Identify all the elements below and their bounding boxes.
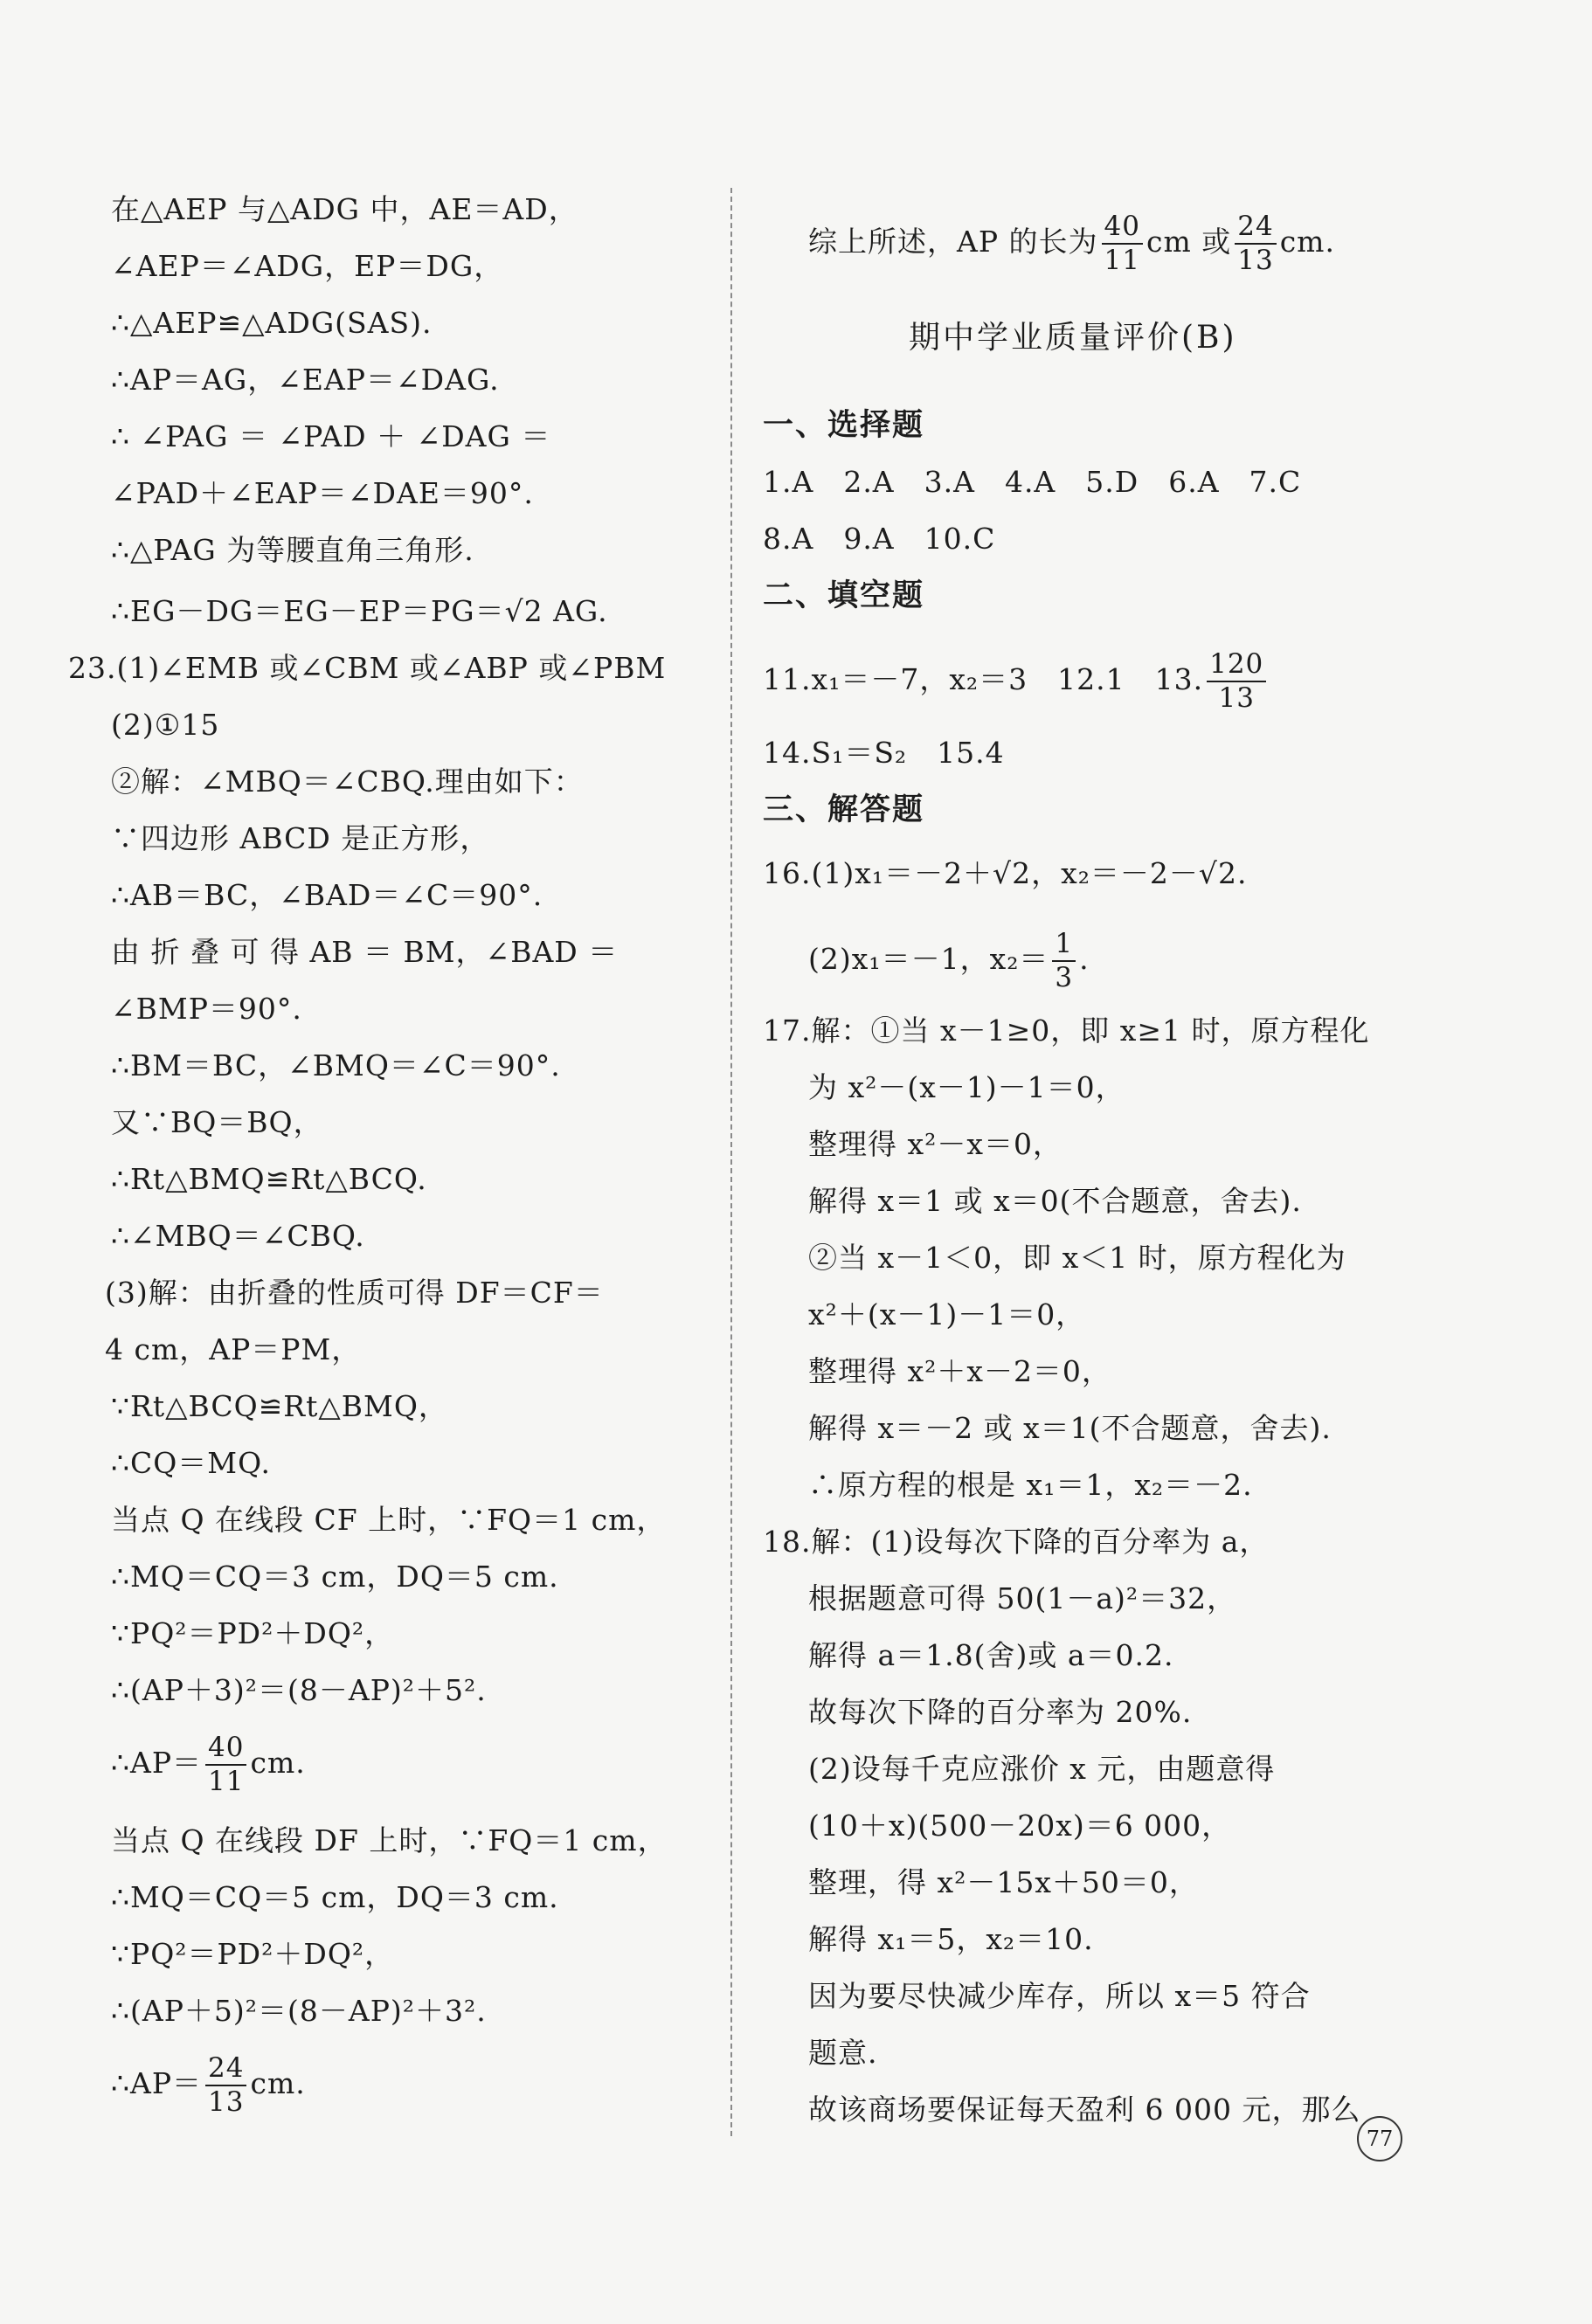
text-line: ②解：∠MBQ＝∠CBQ.理由如下： [111, 764, 584, 799]
text-line: ∴MQ＝CQ＝3 cm，DQ＝5 cm. [111, 1560, 559, 1594]
question-17-line: 17.解：①当 x－1≥0，即 x≥1 时，原方程化 [763, 1013, 1370, 1048]
question-16-part1: 16.(1)x₁＝－2＋√2，x₂＝－2－√2. [763, 856, 1248, 890]
ap-prefix: ∴AP＝ [111, 1746, 203, 1780]
text-line: ∴∠MBQ＝∠CBQ. [111, 1219, 365, 1253]
text-line: 解得 x＝1 或 x＝0(不合题意，舍去). [808, 1184, 1302, 1218]
text-line: 根据题意可得 50(1－a)²＝32， [808, 1581, 1237, 1615]
column-divider [730, 188, 732, 2136]
text-line: 题意. [808, 2036, 878, 2070]
text-line: (2)设每千克应涨价 x 元，由题意得 [808, 1752, 1276, 1786]
question-18-line: 18.解：(1)设每次下降的百分率为 a， [763, 1525, 1270, 1559]
fraction [1207, 648, 1266, 714]
text-line: ∴原方程的根是 x₁＝1，x₂＝－2. [808, 1468, 1253, 1502]
section-heading: 一、选择题 [763, 407, 925, 443]
text-line: 整理得 x²＋x－2＝0， [808, 1354, 1111, 1388]
text-line: x²＋(x－1)－1＝0， [808, 1297, 1086, 1331]
text-line: 当点 Q 在线段 DF 上时，∵FQ＝1 cm， [111, 1823, 668, 1857]
denominator: 11 [1104, 245, 1140, 276]
text-line: 故该商场要保证每天盈利 6 000 元，那么 [808, 2092, 1361, 2127]
text-line: 整理得 x²－x＝0， [808, 1127, 1062, 1161]
text-line: ∴EG－DG＝EG－EP＝PG＝√2 AG. [111, 594, 608, 628]
ap-result-line-2 [111, 2052, 306, 2118]
section-heading: 二、填空题 [763, 578, 925, 613]
summary-line [808, 213, 1335, 274]
text-line: 解得 x₁＝5，x₂＝10. [808, 1922, 1094, 1956]
text-line: 4 cm，AP＝PM， [105, 1332, 362, 1366]
ap-prefix: ∴AP＝ [111, 2066, 203, 2100]
text-line: ∴△AEP≌△ADG(SAS). [111, 306, 433, 340]
text-line: ∴(AP＋5)²＝(8－AP)²＋3². [111, 1994, 487, 2028]
question-16-part2 [808, 930, 1090, 992]
text-line: ∵PQ²＝PD²＋DQ²， [111, 1937, 395, 1971]
fraction [205, 1734, 246, 1795]
page-number: 77 [1357, 2116, 1402, 2161]
numerator: 120 [1207, 651, 1266, 682]
fraction [205, 2052, 246, 2118]
text-line: 整理，得 x²－15x＋50＝0， [808, 1865, 1199, 1899]
fill-answers: 14.S₁＝S₂ 15.4 [763, 736, 1005, 770]
text-line: 为 x²－(x－1)－1＝0， [808, 1070, 1125, 1104]
text-line: ∵PQ²＝PD²＋DQ²， [111, 1616, 395, 1650]
text-line: ∴CQ＝MQ. [111, 1446, 271, 1480]
text-line: ∴AB＝BC，∠BAD＝∠C＝90°. [111, 878, 543, 912]
text-line: (2)①15 [111, 708, 220, 742]
numerator: 40 [205, 1734, 246, 1766]
text-line: (10＋x)(500－20x)＝6 000， [808, 1809, 1232, 1843]
text-line: ∠BMP＝90°. [111, 992, 302, 1026]
text-line: ②当 x－1＜0，即 x＜1 时，原方程化为 [808, 1241, 1346, 1275]
text-line: ∵四边形 ABCD 是正方形， [111, 821, 490, 855]
text-line: ∠PAD＋∠EAP＝∠DAE＝90°. [111, 476, 534, 510]
unit: cm. [250, 2066, 306, 2100]
numerator: 24 [1235, 213, 1276, 245]
text-line: 由 折 叠 可 得 AB ＝ BM，∠BAD ＝ [111, 935, 619, 969]
text-line: 在△AEP 与△ADG 中，AE＝AD， [111, 192, 578, 226]
denominator: 13 [208, 2086, 245, 2118]
section-heading: 三、解答题 [763, 792, 925, 827]
text-line: ∵Rt△BCQ≌Rt△BMQ， [111, 1389, 448, 1423]
text-line: 故每次下降的百分率为 20%. [808, 1695, 1193, 1729]
fraction [1052, 930, 1076, 992]
text-line: 当点 Q 在线段 CF 上时，∵FQ＝1 cm， [111, 1503, 667, 1537]
text-line: 又∵BQ＝BQ， [111, 1105, 323, 1139]
denominator: 13 [1237, 245, 1274, 276]
question-23-part1: 23.(1)∠EMB 或∠CBM 或∠ABP 或∠PBM [68, 651, 667, 685]
text-line: 解得 x＝－2 或 x＝1(不合题意，舍去). [808, 1411, 1332, 1445]
numerator: 24 [205, 2055, 246, 2086]
text-line: ∴Rt△BMQ≌Rt△BCQ. [111, 1162, 427, 1196]
numerator: 1 [1052, 930, 1076, 962]
text-line: ∴AP＝AG，∠EAP＝∠DAG. [111, 363, 500, 397]
fraction [1235, 213, 1276, 274]
ap-result-line-1 [111, 1734, 306, 1795]
text-line: ∠AEP＝∠ADG，EP＝DG， [111, 249, 504, 283]
denominator: 3 [1055, 962, 1074, 993]
text-line: ∴MQ＝CQ＝5 cm，DQ＝3 cm. [111, 1880, 559, 1914]
text-line: ∴(AP＋3)²＝(8－AP)²＋5². [111, 1673, 487, 1707]
section-title: 期中学业质量评价(B) [909, 320, 1237, 356]
choice-answers: 8.A 9.A 10.C [763, 522, 996, 556]
text-line: ∴BM＝BC，∠BMQ＝∠C＝90°. [111, 1048, 561, 1082]
text-line: 解得 a＝1.8(舍)或 a＝0.2. [808, 1638, 1174, 1672]
fill-prefix: 11.x₁＝－7，x₂＝3 12.1 13. [763, 662, 1204, 696]
q16-prefix: (2)x₁＝－1，x₂＝ [808, 942, 1049, 976]
fraction [1102, 213, 1143, 274]
choice-answers: 1.A 2.A 3.A 4.A 5.D 6.A 7.C [763, 465, 1302, 499]
summary-prefix: 综上所述，AP 的长为 [808, 225, 1098, 259]
unit: cm. [1279, 225, 1335, 259]
summary-mid: cm 或 [1146, 225, 1232, 259]
denominator: 11 [208, 1766, 245, 1797]
numerator: 40 [1102, 213, 1143, 245]
text-line: ∴ ∠PAG ＝ ∠PAD ＋ ∠DAG ＝ [111, 419, 551, 453]
fill-answers [763, 648, 1270, 714]
text-line: (3)解：由折叠的性质可得 DF＝CF＝ [105, 1276, 604, 1310]
unit: cm. [250, 1746, 306, 1780]
text-line: 因为要尽快减少库存，所以 x＝5 符合 [808, 1979, 1311, 2013]
q16-suffix: . [1079, 942, 1090, 976]
text-line: ∴△PAG 为等腰直角三角形. [111, 533, 474, 567]
denominator: 13 [1218, 682, 1255, 714]
